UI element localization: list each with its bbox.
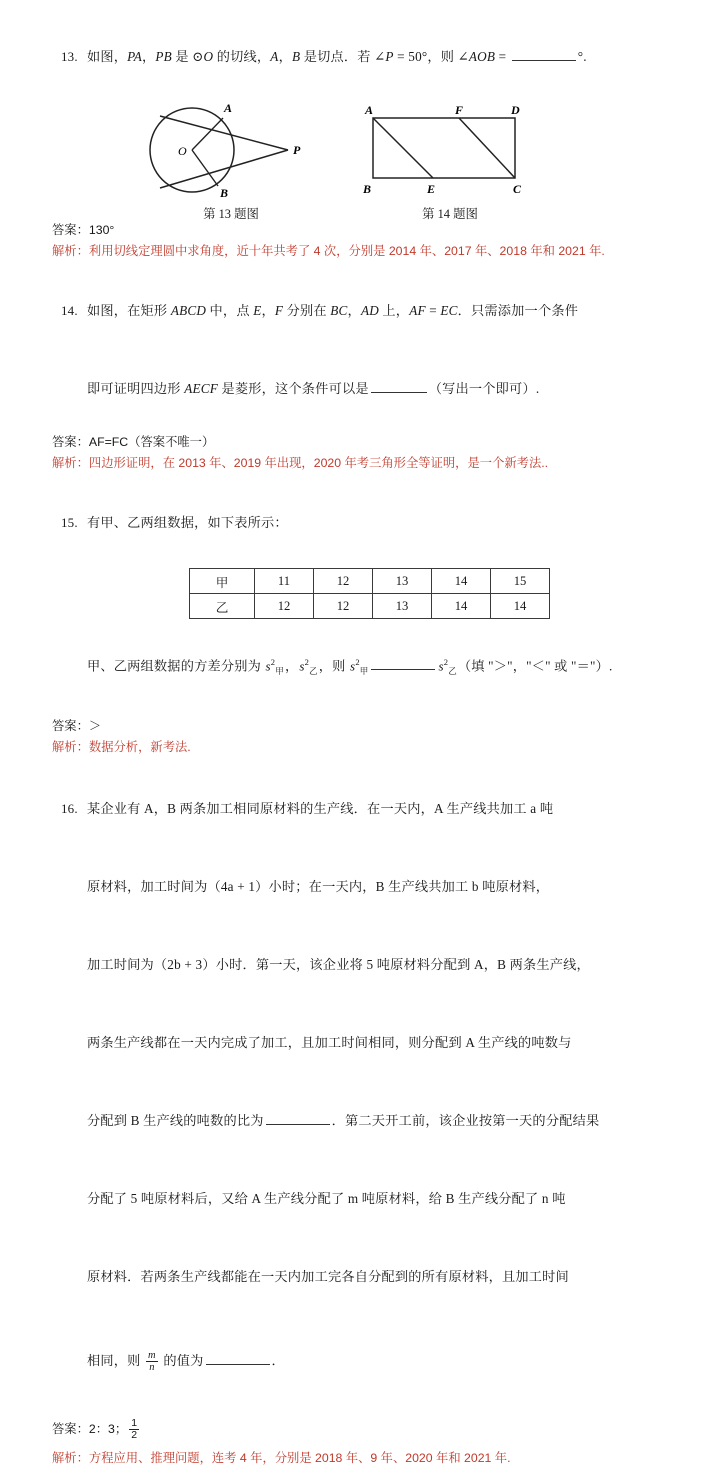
q13-a: A (270, 49, 279, 64)
q14-abcd: ABCD (170, 303, 207, 318)
q14-t11: （写出一个即可）. (428, 381, 540, 396)
q13-pa: PA (127, 49, 142, 64)
q13-b: B (291, 49, 301, 64)
answer-16-frac-num: 1 (131, 1416, 138, 1429)
answer-label-14: 答案： (52, 435, 89, 449)
q16-line-8-text-c: ． (271, 1353, 285, 1369)
question-13-explanation (52, 241, 699, 262)
q16-line-8-text-a: 相同，则 (86, 1353, 145, 1369)
q15-t3: ，则 (318, 658, 350, 674)
q15-s-jia-1: $s^2_甲$ (265, 657, 284, 677)
q14-t8: ．只需添加一个条件 (457, 303, 579, 318)
question-15-explanation (52, 737, 699, 758)
q13-aob: AOB (468, 49, 496, 64)
table-cell: 12 (255, 594, 314, 619)
q16-line-6-text: 分配了 5 吨原材料后，又给 A 生产线分配了 m 吨原材料，给 B 生产线分配了 n 吨 (86, 1191, 566, 1207)
question-13 (0, 0, 727, 96)
table-row (190, 594, 550, 619)
explanation-label-16: 解析： (52, 1451, 89, 1466)
table-cell: 13 (373, 594, 432, 619)
q14-t5: ， (347, 303, 361, 318)
q13-text-2: 是 ⊙ (171, 49, 204, 64)
question-15 (0, 474, 727, 710)
figures-row (0, 98, 727, 221)
q14-t4: 分别在 (283, 303, 331, 318)
answer-value-14: AF=FC（答案不唯一） (88, 435, 215, 449)
figure-13-label-O: O (178, 144, 187, 158)
question-13-number: 13. (60, 49, 78, 64)
explanation-value-16: 方程应用、推理问题，连考 4 年，分别是 2018 年、9 年、2020 年和 2021 年. (88, 1451, 511, 1466)
q13-comma-2: ， (278, 49, 292, 64)
q13-text-7: °. (577, 49, 587, 64)
q14-f: F (274, 303, 284, 318)
q16-fraction-mn (146, 1350, 158, 1373)
question-14-explanation (52, 453, 699, 474)
q15-s-yi-2: $s^2_乙$ (438, 657, 457, 677)
q16-line-8-text-b: 的值为 (159, 1353, 204, 1369)
explanation-value-15: 数据分析，新考法. (88, 740, 191, 755)
figure-14-caption: 第 14 题图 (422, 207, 478, 221)
q13-text-4: 是切点．若 ∠ (300, 49, 386, 64)
figure-14-label-C: C (513, 182, 522, 196)
question-15-stem-text: 有甲、乙两组数据，如下表所示： (86, 515, 288, 530)
q15-t1: 甲、乙两组数据的方差分别为 (86, 658, 265, 674)
q13-text-5: = 50°，则 ∠ (393, 49, 469, 64)
question-15-stem (40, 484, 699, 562)
table-row (190, 569, 550, 594)
q14-aecf: AECF (184, 381, 218, 396)
question-16-line-6 (40, 1160, 699, 1238)
figure-14-label-E: E (427, 182, 436, 196)
q14-t1: 如图，在矩形 (86, 303, 171, 318)
q14-t10: 是菱形，这个条件可以是 (217, 381, 369, 396)
question-16-line-7 (40, 1238, 699, 1316)
q13-text-1: 如图， (86, 49, 128, 64)
q14-t7: = (425, 303, 441, 318)
figure-14-label-D: D (511, 103, 520, 117)
q16-line-4-text: 两条生产线都在一天内完成了加工，且加工时间相同，则分配到 A 生产线的吨数与 (86, 1035, 572, 1051)
q15-s-jia-2: $s^2_甲$ (350, 657, 369, 677)
table-cell: 11 (255, 569, 314, 594)
q14-e: E (253, 303, 262, 318)
question-14-stem-line-2 (40, 350, 699, 428)
answer-value-13: 130° (88, 223, 115, 237)
q16-line-5-text: 分配到 B 生产线的吨数的比为 (86, 1113, 264, 1129)
q15-t5: （填 "＞"，"＜" 或 "＝"）. (457, 658, 613, 674)
figure-14-label-B: B (363, 182, 372, 196)
explanation-label-15: 解析： (52, 740, 89, 755)
question-15-number: 15. (60, 515, 78, 530)
q14-ec: EC (440, 303, 458, 318)
question-16-line-5 (40, 1082, 699, 1160)
answer-label-15: 答案： (52, 719, 89, 734)
question-16-line-1 (40, 770, 699, 848)
question-13-answer-block (0, 216, 727, 262)
question-15-answer (52, 716, 699, 737)
answer-label-13: 答案： (52, 223, 89, 237)
question-16-line-4 (40, 1004, 699, 1082)
answer-label-16: 答案： (52, 1422, 89, 1437)
q16-frac-num: m (148, 1349, 156, 1361)
table-row-head: 乙 (190, 594, 255, 619)
table-cell: 15 (491, 569, 550, 594)
q14-t9: 即可证明四边形 (86, 381, 185, 396)
figure-14-drawing (355, 98, 605, 198)
explanation-value-13: 利用切线定理圆中求角度，近十年共考了 4 次，分别是 2014 年、2017 年、2018 年和 2021 年. (88, 244, 605, 258)
question-15-table-wrap (40, 568, 699, 619)
q16-line-3-text: 加工时间为（2b + 3）小时．第一天，该企业将 5 吨原材料分配到 A，B 两条生产线， (86, 957, 590, 973)
question-15-answer-block (0, 710, 727, 758)
q14-answer-blank[interactable] (371, 379, 427, 393)
data-table (189, 568, 550, 619)
question-16-line-8 (40, 1316, 699, 1406)
figure-14 (355, 98, 605, 222)
question-16-answer-block (0, 1406, 727, 1469)
q13-answer-blank[interactable] (512, 47, 576, 61)
q14-t3: ， (261, 303, 275, 318)
answer-value-15: ＞ (88, 719, 102, 734)
question-14-number: 14. (60, 303, 78, 318)
question-15-after-table (40, 623, 699, 710)
q14-af: AF (409, 303, 426, 318)
answer-value-16: 2：3； (88, 1422, 128, 1437)
q15-answer-blank[interactable] (371, 656, 435, 670)
table-cell: 12 (314, 594, 373, 619)
question-16 (0, 758, 727, 1406)
question-16-explanation (52, 1448, 699, 1469)
question-14 (0, 262, 727, 428)
explanation-value-14: 四边形证明，在 2013 年、2019 年出现，2020 年考三角形全等证明，是一个新考法.. (88, 456, 549, 470)
figure-13-label-A: A (224, 101, 233, 115)
question-13-stem (40, 18, 699, 96)
answer-16-frac-den: 2 (131, 1428, 138, 1441)
answer-16-fraction (129, 1418, 139, 1441)
figure-14-label-A: A (365, 103, 374, 117)
q13-p-var: P (385, 49, 394, 64)
q14-ad: AD (360, 303, 379, 318)
question-16-number: 16. (60, 801, 78, 817)
table-row-head: 甲 (190, 569, 255, 594)
question-16-answer (52, 1416, 699, 1442)
question-16-line-3 (40, 926, 699, 1004)
figure-13-label-B: B (220, 186, 229, 198)
q16-answer-blank-2[interactable] (206, 1351, 270, 1365)
table-cell: 14 (432, 569, 491, 594)
table-cell: 12 (314, 569, 373, 594)
q16-line-1-text: 某企业有 A，B 两条加工相同原材料的生产线．在一天内，A 生产线共加工 a 吨 (86, 801, 554, 817)
table-cell: 13 (373, 569, 432, 594)
table-cell: 14 (432, 594, 491, 619)
q15-s-yi-1: $s^2_乙$ (299, 657, 318, 677)
table-cell: 14 (491, 594, 550, 619)
q16-line-7-text: 原材料．若两条生产线都能在一天内加工完各自分配到的所有原材料，且加工时间 (86, 1269, 569, 1285)
q13-text-3: 的切线， (213, 49, 271, 64)
q13-text-6: = (495, 49, 510, 64)
q15-t2: ， (284, 658, 299, 674)
figure-14-label-F: F (455, 103, 464, 117)
explanation-label-14: 解析： (52, 456, 89, 470)
q16-line-5-text-b: ．第二天开工前，该企业按第一天的分配结果 (331, 1113, 600, 1129)
figure-13-drawing (120, 98, 370, 198)
q13-comma-1: ， (141, 49, 156, 64)
question-14-answer-block (0, 428, 727, 474)
q13-o: O (203, 49, 214, 64)
question-16-line-2 (40, 848, 699, 926)
q14-t2: 中，点 (206, 303, 254, 318)
q14-t6: 上， (378, 303, 410, 318)
figure-13-caption: 第 13 题图 (203, 207, 259, 221)
q16-answer-blank-1[interactable] (266, 1111, 330, 1125)
q16-frac-den: n (146, 1361, 158, 1373)
q13-pb: PB (155, 49, 172, 64)
question-14-stem-line-1 (40, 272, 699, 350)
q14-bc: BC (330, 303, 348, 318)
question-13-answer (52, 220, 699, 241)
q16-line-2-text: 原材料，加工时间为（4a + 1）小时；在一天内，B 生产线共加工 b 吨原材料， (86, 879, 550, 895)
question-14-answer (52, 432, 699, 453)
figure-13-label-P: P (293, 143, 301, 157)
explanation-label-13: 解析： (52, 244, 89, 258)
